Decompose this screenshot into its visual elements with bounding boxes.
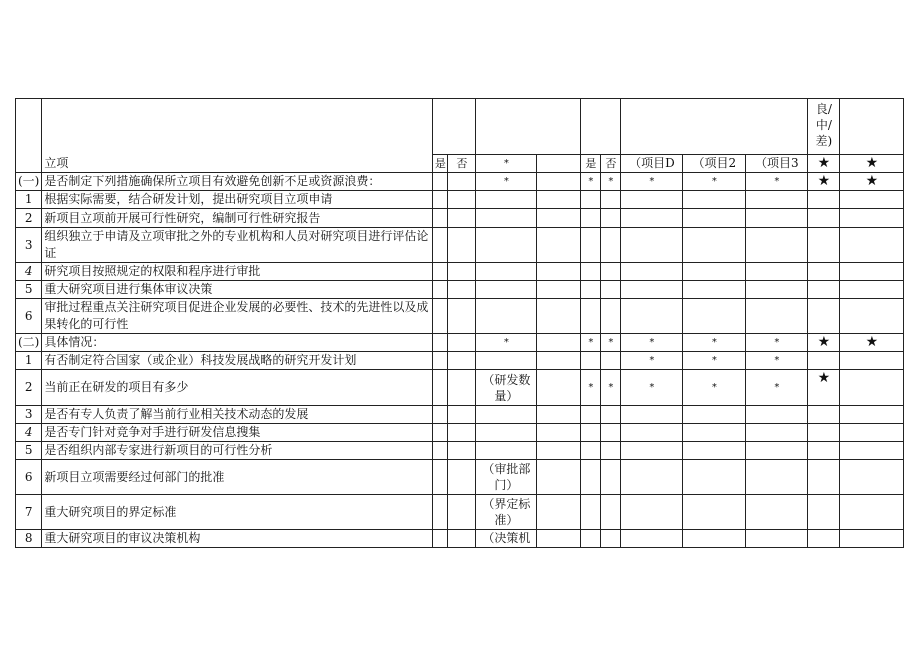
project-d-header: （项目D — [621, 155, 683, 173]
yes-header-2: 是 — [581, 155, 601, 173]
note-cell: （审批部门） — [476, 460, 537, 495]
table-row: 3 组织独立于申请及立项审批之外的专业机构和人员对研究项目进行评估论证 — [16, 228, 904, 263]
section-row: (一) 是否制定下列措施确保所立项目有效避免创新不足或资源浪费： * * * * * * ★ ★ — [16, 173, 904, 191]
note-cell: （决策机 — [476, 530, 537, 548]
rating-header: 良/ 中/ 差) — [808, 99, 840, 155]
project-initiation-table — [15, 98, 904, 548]
table-row: 5 是否组织内部专家进行新项目的可行性分析 — [16, 442, 904, 460]
table-row: 6 新项目立项需要经过何部门的批准 （审批部门） — [16, 460, 904, 495]
table-row: 4 是否专门针对竞争对手进行研发信息搜集 — [16, 424, 904, 442]
table-row: 3 是否有专人负责了解当前行业相关技术动态的发展 — [16, 406, 904, 424]
header-row — [16, 99, 904, 155]
section-row: (二) 具体情况： * * * * * * ★ ★ — [16, 334, 904, 352]
table-row: 7 重大研究项目的界定标准 （界定标准） — [16, 495, 904, 530]
evaluation-form — [15, 98, 904, 548]
section-number: (一) — [16, 173, 42, 191]
table-row: 4 研究项目按照规定的权限和程序进行审批 — [16, 263, 904, 281]
no-header: 否 — [448, 155, 476, 173]
table-row: 2 新项目立项前开展可行性研究，编制可行性研究报告 — [16, 209, 904, 228]
table-row: 5 重大研究项目进行集体审议决策 — [16, 281, 904, 299]
section-label: 立项 — [42, 155, 433, 173]
section-title: 是否制定下列措施确保所立项目有效避免创新不足或资源浪费： — [42, 173, 433, 191]
star-header: * — [476, 155, 537, 173]
table-row: 6 审批过程重点关注研究项目促进企业发展的必要性、技术的先进性以及成果转化的可行性 — [16, 299, 904, 334]
black-star: ★ — [840, 155, 904, 173]
table-row: 1 有否制定符合国家（或企业）科技发展战略的研究开发计划 * * * — [16, 352, 904, 370]
no-header-2: 否 — [601, 155, 621, 173]
yes-header: 是 — [433, 155, 448, 173]
project-3-header: （项目3 — [746, 155, 808, 173]
section-number: (二) — [16, 334, 42, 352]
section-title: 具体情况： — [42, 334, 433, 352]
project-2-header: （项目2 — [683, 155, 746, 173]
table-row: 2 当前正在研发的项目有多少 （研发数量） * * * * * ★ — [16, 370, 904, 406]
table-row: 8 重大研究项目的审议决策机构 （决策机 — [16, 530, 904, 548]
column-label-row — [16, 155, 904, 173]
black-star: ★ — [808, 155, 840, 173]
note-cell: （研发数量） — [476, 370, 537, 406]
note-cell: （界定标准） — [476, 495, 537, 530]
table-row: 1 根据实际需要，结合研发计划，提出研究项目立项申请 — [16, 191, 904, 209]
